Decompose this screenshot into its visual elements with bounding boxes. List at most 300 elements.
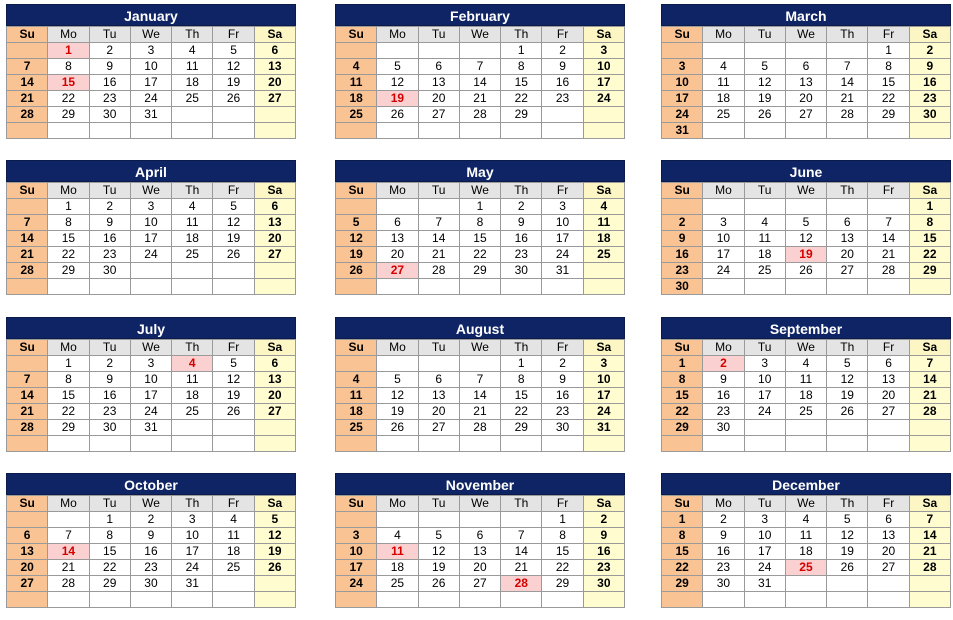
day-cell[interactable]: 28 xyxy=(459,420,500,436)
day-cell[interactable]: 29 xyxy=(48,263,89,279)
day-cell[interactable]: 8 xyxy=(542,528,583,544)
day-cell[interactable]: 30 xyxy=(130,576,171,592)
day-cell[interactable]: 22 xyxy=(48,247,89,263)
day-cell[interactable]: 28 xyxy=(909,560,950,576)
day-cell[interactable]: 17 xyxy=(130,388,171,404)
day-cell[interactable]: 30 xyxy=(89,107,130,123)
day-cell[interactable]: 30 xyxy=(583,576,624,592)
day-cell[interactable]: 29 xyxy=(662,576,703,592)
day-cell[interactable]: 6 xyxy=(868,356,909,372)
day-cell[interactable]: 31 xyxy=(172,576,213,592)
day-cell[interactable]: 18 xyxy=(703,91,744,107)
day-cell[interactable]: 16 xyxy=(703,544,744,560)
day-cell[interactable]: 31 xyxy=(542,263,583,279)
day-cell[interactable]: 29 xyxy=(909,263,950,279)
day-cell[interactable]: 3 xyxy=(744,356,785,372)
day-cell[interactable]: 8 xyxy=(48,215,89,231)
day-cell[interactable]: 9 xyxy=(703,528,744,544)
day-cell[interactable]: 27 xyxy=(785,107,826,123)
day-cell[interactable]: 6 xyxy=(418,59,459,75)
day-cell[interactable]: 1 xyxy=(48,199,89,215)
day-cell[interactable]: 18 xyxy=(583,231,624,247)
day-cell[interactable]: 23 xyxy=(542,404,583,420)
day-cell[interactable]: 25 xyxy=(172,247,213,263)
day-cell[interactable]: 14 xyxy=(7,231,48,247)
day-cell[interactable]: 17 xyxy=(662,91,703,107)
day-cell[interactable]: 8 xyxy=(501,372,542,388)
day-cell[interactable]: 21 xyxy=(7,91,48,107)
day-cell[interactable]: 5 xyxy=(336,215,377,231)
day-cell[interactable]: 21 xyxy=(909,388,950,404)
day-cell[interactable]: 25 xyxy=(785,404,826,420)
day-cell[interactable]: 13 xyxy=(254,372,295,388)
day-cell[interactable]: 28 xyxy=(827,107,868,123)
day-cell[interactable]: 23 xyxy=(89,247,130,263)
day-cell[interactable]: 16 xyxy=(703,388,744,404)
day-cell[interactable]: 10 xyxy=(583,372,624,388)
day-cell[interactable]: 16 xyxy=(909,75,950,91)
day-cell[interactable]: 7 xyxy=(909,512,950,528)
day-cell[interactable]: 12 xyxy=(377,75,418,91)
day-cell[interactable]: 15 xyxy=(501,75,542,91)
day-cell[interactable]: 27 xyxy=(254,91,295,107)
day-cell[interactable]: 20 xyxy=(254,75,295,91)
day-cell[interactable]: 18 xyxy=(377,560,418,576)
day-cell[interactable]: 11 xyxy=(336,388,377,404)
day-cell[interactable]: 24 xyxy=(744,404,785,420)
day-cell[interactable]: 27 xyxy=(868,560,909,576)
day-cell[interactable]: 23 xyxy=(703,404,744,420)
day-cell[interactable]: 11 xyxy=(583,215,624,231)
day-cell[interactable]: 9 xyxy=(501,215,542,231)
day-cell[interactable]: 21 xyxy=(909,544,950,560)
day-cell[interactable]: 19 xyxy=(213,231,254,247)
day-cell[interactable]: 11 xyxy=(336,75,377,91)
day-cell[interactable]: 21 xyxy=(827,91,868,107)
day-cell[interactable]: 6 xyxy=(254,199,295,215)
day-cell[interactable]: 10 xyxy=(130,59,171,75)
day-cell[interactable]: 25 xyxy=(172,404,213,420)
day-cell[interactable]: 28 xyxy=(909,404,950,420)
day-cell[interactable]: 28 xyxy=(7,107,48,123)
day-cell[interactable]: 1 xyxy=(868,43,909,59)
day-cell[interactable]: 28 xyxy=(7,420,48,436)
day-cell[interactable]: 24 xyxy=(172,560,213,576)
day-cell[interactable]: 31 xyxy=(583,420,624,436)
day-cell[interactable]: 9 xyxy=(542,372,583,388)
day-cell[interactable]: 22 xyxy=(542,560,583,576)
day-cell[interactable]: 9 xyxy=(583,528,624,544)
day-cell[interactable]: 24 xyxy=(583,91,624,107)
day-cell[interactable]: 22 xyxy=(48,404,89,420)
day-cell[interactable]: 24 xyxy=(583,404,624,420)
day-cell[interactable]: 31 xyxy=(662,123,703,139)
day-cell-highlighted[interactable]: 28 xyxy=(501,576,542,592)
day-cell[interactable]: 22 xyxy=(868,91,909,107)
day-cell[interactable]: 5 xyxy=(377,372,418,388)
day-cell[interactable]: 17 xyxy=(172,544,213,560)
day-cell[interactable]: 29 xyxy=(459,263,500,279)
day-cell[interactable]: 21 xyxy=(48,560,89,576)
day-cell[interactable]: 28 xyxy=(459,107,500,123)
day-cell[interactable]: 7 xyxy=(868,215,909,231)
day-cell[interactable]: 1 xyxy=(662,512,703,528)
day-cell[interactable]: 14 xyxy=(459,388,500,404)
day-cell[interactable]: 7 xyxy=(7,215,48,231)
day-cell[interactable]: 14 xyxy=(418,231,459,247)
day-cell[interactable]: 21 xyxy=(868,247,909,263)
day-cell[interactable]: 14 xyxy=(7,388,48,404)
day-cell[interactable]: 2 xyxy=(662,215,703,231)
day-cell[interactable]: 25 xyxy=(583,247,624,263)
day-cell[interactable]: 28 xyxy=(7,263,48,279)
day-cell[interactable]: 30 xyxy=(89,263,130,279)
day-cell[interactable]: 24 xyxy=(336,576,377,592)
day-cell[interactable]: 5 xyxy=(377,59,418,75)
day-cell[interactable]: 12 xyxy=(744,75,785,91)
day-cell[interactable]: 16 xyxy=(542,388,583,404)
day-cell[interactable]: 19 xyxy=(827,544,868,560)
day-cell[interactable]: 4 xyxy=(336,59,377,75)
day-cell[interactable]: 26 xyxy=(213,247,254,263)
day-cell[interactable]: 23 xyxy=(542,91,583,107)
day-cell[interactable]: 10 xyxy=(130,372,171,388)
day-cell[interactable]: 11 xyxy=(172,59,213,75)
day-cell[interactable]: 8 xyxy=(662,528,703,544)
day-cell[interactable]: 15 xyxy=(662,388,703,404)
day-cell[interactable]: 5 xyxy=(744,59,785,75)
day-cell[interactable]: 3 xyxy=(130,199,171,215)
day-cell[interactable]: 24 xyxy=(130,91,171,107)
day-cell[interactable]: 9 xyxy=(89,215,130,231)
day-cell[interactable]: 1 xyxy=(542,512,583,528)
day-cell[interactable]: 2 xyxy=(583,512,624,528)
day-cell[interactable]: 16 xyxy=(662,247,703,263)
day-cell[interactable]: 17 xyxy=(130,231,171,247)
day-cell[interactable]: 8 xyxy=(501,59,542,75)
day-cell[interactable]: 22 xyxy=(459,247,500,263)
day-cell[interactable]: 19 xyxy=(213,388,254,404)
day-cell[interactable]: 1 xyxy=(48,356,89,372)
day-cell[interactable]: 5 xyxy=(213,199,254,215)
day-cell[interactable]: 15 xyxy=(48,231,89,247)
day-cell[interactable]: 25 xyxy=(336,420,377,436)
day-cell[interactable]: 12 xyxy=(785,231,826,247)
day-cell[interactable]: 3 xyxy=(130,356,171,372)
day-cell[interactable]: 2 xyxy=(703,512,744,528)
day-cell[interactable]: 3 xyxy=(703,215,744,231)
day-cell[interactable]: 16 xyxy=(501,231,542,247)
day-cell-highlighted[interactable]: 4 xyxy=(172,356,213,372)
day-cell[interactable]: 10 xyxy=(703,231,744,247)
day-cell[interactable]: 21 xyxy=(459,91,500,107)
day-cell-highlighted[interactable]: 19 xyxy=(377,91,418,107)
day-cell[interactable]: 29 xyxy=(501,107,542,123)
day-cell[interactable]: 30 xyxy=(703,576,744,592)
day-cell[interactable]: 6 xyxy=(868,512,909,528)
day-cell-highlighted[interactable]: 25 xyxy=(785,560,826,576)
day-cell[interactable]: 21 xyxy=(501,560,542,576)
day-cell[interactable]: 26 xyxy=(377,107,418,123)
day-cell[interactable]: 12 xyxy=(418,544,459,560)
day-cell[interactable]: 5 xyxy=(254,512,295,528)
day-cell[interactable]: 4 xyxy=(785,356,826,372)
day-cell[interactable]: 18 xyxy=(213,544,254,560)
day-cell[interactable]: 13 xyxy=(459,544,500,560)
day-cell[interactable]: 8 xyxy=(48,59,89,75)
day-cell[interactable]: 24 xyxy=(662,107,703,123)
day-cell[interactable]: 2 xyxy=(909,43,950,59)
day-cell[interactable]: 15 xyxy=(501,388,542,404)
day-cell[interactable]: 19 xyxy=(377,404,418,420)
day-cell[interactable]: 20 xyxy=(868,388,909,404)
day-cell[interactable]: 27 xyxy=(868,404,909,420)
day-cell[interactable]: 18 xyxy=(172,231,213,247)
day-cell-highlighted[interactable]: 15 xyxy=(48,75,89,91)
day-cell[interactable]: 23 xyxy=(662,263,703,279)
day-cell[interactable]: 24 xyxy=(130,404,171,420)
day-cell[interactable]: 12 xyxy=(336,231,377,247)
day-cell[interactable]: 21 xyxy=(418,247,459,263)
day-cell[interactable]: 25 xyxy=(336,107,377,123)
day-cell[interactable]: 2 xyxy=(542,356,583,372)
day-cell[interactable]: 10 xyxy=(662,75,703,91)
day-cell[interactable]: 3 xyxy=(336,528,377,544)
day-cell[interactable]: 19 xyxy=(254,544,295,560)
day-cell[interactable]: 1 xyxy=(662,356,703,372)
day-cell[interactable]: 26 xyxy=(827,560,868,576)
day-cell[interactable]: 22 xyxy=(48,91,89,107)
day-cell[interactable]: 7 xyxy=(418,215,459,231)
day-cell[interactable]: 18 xyxy=(172,388,213,404)
day-cell[interactable]: 10 xyxy=(744,372,785,388)
day-cell[interactable]: 18 xyxy=(785,388,826,404)
day-cell[interactable]: 20 xyxy=(418,404,459,420)
day-cell[interactable]: 27 xyxy=(254,247,295,263)
day-cell[interactable]: 29 xyxy=(868,107,909,123)
day-cell[interactable]: 11 xyxy=(703,75,744,91)
day-cell[interactable]: 22 xyxy=(501,404,542,420)
day-cell[interactable]: 26 xyxy=(377,420,418,436)
day-cell[interactable]: 11 xyxy=(744,231,785,247)
day-cell[interactable]: 6 xyxy=(254,356,295,372)
day-cell[interactable]: 20 xyxy=(418,91,459,107)
day-cell[interactable]: 21 xyxy=(7,404,48,420)
day-cell[interactable]: 22 xyxy=(501,91,542,107)
day-cell[interactable]: 11 xyxy=(172,215,213,231)
day-cell[interactable]: 14 xyxy=(7,75,48,91)
day-cell[interactable]: 5 xyxy=(785,215,826,231)
day-cell[interactable]: 4 xyxy=(583,199,624,215)
day-cell[interactable]: 7 xyxy=(909,356,950,372)
day-cell[interactable]: 21 xyxy=(7,247,48,263)
day-cell[interactable]: 29 xyxy=(48,420,89,436)
day-cell[interactable]: 30 xyxy=(542,420,583,436)
day-cell[interactable]: 17 xyxy=(542,231,583,247)
day-cell[interactable]: 14 xyxy=(459,75,500,91)
day-cell[interactable]: 7 xyxy=(459,372,500,388)
day-cell[interactable]: 4 xyxy=(172,43,213,59)
day-cell[interactable]: 11 xyxy=(213,528,254,544)
day-cell[interactable]: 5 xyxy=(418,528,459,544)
day-cell[interactable]: 28 xyxy=(868,263,909,279)
day-cell[interactable]: 1 xyxy=(501,356,542,372)
day-cell[interactable]: 20 xyxy=(459,560,500,576)
day-cell[interactable]: 16 xyxy=(89,231,130,247)
day-cell[interactable]: 26 xyxy=(254,560,295,576)
day-cell[interactable]: 24 xyxy=(703,263,744,279)
day-cell[interactable]: 5 xyxy=(827,356,868,372)
day-cell[interactable]: 12 xyxy=(213,215,254,231)
day-cell[interactable]: 1 xyxy=(501,43,542,59)
day-cell[interactable]: 26 xyxy=(744,107,785,123)
day-cell[interactable]: 29 xyxy=(542,576,583,592)
day-cell[interactable]: 4 xyxy=(785,512,826,528)
day-cell[interactable]: 4 xyxy=(377,528,418,544)
day-cell[interactable]: 5 xyxy=(827,512,868,528)
day-cell[interactable]: 17 xyxy=(583,75,624,91)
day-cell[interactable]: 10 xyxy=(130,215,171,231)
day-cell[interactable]: 14 xyxy=(868,231,909,247)
day-cell[interactable]: 2 xyxy=(542,43,583,59)
day-cell[interactable]: 3 xyxy=(662,59,703,75)
day-cell[interactable]: 25 xyxy=(377,576,418,592)
day-cell[interactable]: 30 xyxy=(662,279,703,295)
day-cell[interactable]: 7 xyxy=(459,59,500,75)
day-cell[interactable]: 6 xyxy=(7,528,48,544)
day-cell[interactable]: 23 xyxy=(89,91,130,107)
day-cell[interactable]: 7 xyxy=(7,59,48,75)
day-cell[interactable]: 29 xyxy=(501,420,542,436)
day-cell[interactable]: 23 xyxy=(703,560,744,576)
day-cell[interactable]: 4 xyxy=(336,372,377,388)
day-cell[interactable]: 11 xyxy=(172,372,213,388)
day-cell[interactable]: 7 xyxy=(7,372,48,388)
day-cell[interactable]: 26 xyxy=(827,404,868,420)
day-cell[interactable]: 16 xyxy=(89,388,130,404)
day-cell-highlighted[interactable]: 2 xyxy=(703,356,744,372)
day-cell[interactable]: 13 xyxy=(868,528,909,544)
day-cell[interactable]: 29 xyxy=(662,420,703,436)
day-cell[interactable]: 26 xyxy=(213,404,254,420)
day-cell[interactable]: 24 xyxy=(744,560,785,576)
day-cell[interactable]: 8 xyxy=(89,528,130,544)
day-cell[interactable]: 20 xyxy=(254,231,295,247)
day-cell[interactable]: 28 xyxy=(418,263,459,279)
day-cell[interactable]: 23 xyxy=(130,560,171,576)
day-cell[interactable]: 17 xyxy=(744,544,785,560)
day-cell[interactable]: 3 xyxy=(130,43,171,59)
day-cell[interactable]: 13 xyxy=(418,75,459,91)
day-cell[interactable]: 30 xyxy=(703,420,744,436)
day-cell[interactable]: 8 xyxy=(48,372,89,388)
day-cell[interactable]: 3 xyxy=(172,512,213,528)
day-cell[interactable]: 4 xyxy=(744,215,785,231)
day-cell[interactable]: 22 xyxy=(662,560,703,576)
day-cell[interactable]: 25 xyxy=(744,263,785,279)
day-cell[interactable]: 26 xyxy=(785,263,826,279)
day-cell[interactable]: 5 xyxy=(213,356,254,372)
day-cell[interactable]: 20 xyxy=(868,544,909,560)
day-cell[interactable]: 12 xyxy=(213,372,254,388)
day-cell[interactable]: 27 xyxy=(7,576,48,592)
day-cell[interactable]: 18 xyxy=(336,91,377,107)
day-cell[interactable]: 24 xyxy=(542,247,583,263)
day-cell[interactable]: 9 xyxy=(662,231,703,247)
day-cell[interactable]: 12 xyxy=(827,528,868,544)
day-cell[interactable]: 6 xyxy=(377,215,418,231)
day-cell-highlighted[interactable]: 14 xyxy=(48,544,89,560)
day-cell[interactable]: 23 xyxy=(89,404,130,420)
day-cell[interactable]: 20 xyxy=(377,247,418,263)
day-cell[interactable]: 27 xyxy=(254,404,295,420)
day-cell[interactable]: 21 xyxy=(459,404,500,420)
day-cell[interactable]: 30 xyxy=(909,107,950,123)
day-cell[interactable]: 30 xyxy=(89,420,130,436)
day-cell[interactable]: 8 xyxy=(662,372,703,388)
day-cell-highlighted[interactable]: 19 xyxy=(785,247,826,263)
day-cell[interactable]: 11 xyxy=(785,372,826,388)
day-cell[interactable]: 8 xyxy=(868,59,909,75)
day-cell[interactable]: 29 xyxy=(89,576,130,592)
day-cell[interactable]: 26 xyxy=(336,263,377,279)
day-cell[interactable]: 13 xyxy=(785,75,826,91)
day-cell[interactable]: 28 xyxy=(48,576,89,592)
day-cell[interactable]: 10 xyxy=(583,59,624,75)
day-cell[interactable]: 14 xyxy=(501,544,542,560)
day-cell[interactable]: 13 xyxy=(868,372,909,388)
day-cell[interactable]: 9 xyxy=(703,372,744,388)
day-cell[interactable]: 14 xyxy=(909,372,950,388)
day-cell[interactable]: 17 xyxy=(130,75,171,91)
day-cell-highlighted[interactable]: 1 xyxy=(48,43,89,59)
day-cell[interactable]: 4 xyxy=(172,199,213,215)
day-cell[interactable]: 27 xyxy=(418,420,459,436)
day-cell-highlighted[interactable]: 11 xyxy=(377,544,418,560)
day-cell[interactable]: 20 xyxy=(785,91,826,107)
day-cell[interactable]: 8 xyxy=(909,215,950,231)
day-cell[interactable]: 19 xyxy=(827,388,868,404)
day-cell[interactable]: 31 xyxy=(744,576,785,592)
day-cell[interactable]: 7 xyxy=(501,528,542,544)
day-cell[interactable]: 24 xyxy=(130,247,171,263)
day-cell[interactable]: 6 xyxy=(254,43,295,59)
day-cell[interactable]: 15 xyxy=(542,544,583,560)
day-cell[interactable]: 12 xyxy=(254,528,295,544)
day-cell[interactable]: 9 xyxy=(130,528,171,544)
day-cell[interactable]: 4 xyxy=(213,512,254,528)
day-cell[interactable]: 19 xyxy=(418,560,459,576)
day-cell[interactable]: 9 xyxy=(89,372,130,388)
day-cell[interactable]: 6 xyxy=(418,372,459,388)
day-cell[interactable]: 12 xyxy=(377,388,418,404)
day-cell[interactable]: 22 xyxy=(662,404,703,420)
day-cell[interactable]: 13 xyxy=(254,59,295,75)
day-cell[interactable]: 18 xyxy=(785,544,826,560)
day-cell[interactable]: 18 xyxy=(336,404,377,420)
day-cell[interactable]: 6 xyxy=(459,528,500,544)
day-cell-highlighted[interactable]: 27 xyxy=(377,263,418,279)
day-cell[interactable]: 13 xyxy=(418,388,459,404)
day-cell[interactable]: 23 xyxy=(583,560,624,576)
day-cell[interactable]: 7 xyxy=(48,528,89,544)
day-cell[interactable]: 6 xyxy=(785,59,826,75)
day-cell[interactable]: 25 xyxy=(703,107,744,123)
day-cell[interactable]: 9 xyxy=(89,59,130,75)
day-cell[interactable]: 14 xyxy=(827,75,868,91)
day-cell[interactable]: 6 xyxy=(827,215,868,231)
day-cell[interactable]: 15 xyxy=(662,544,703,560)
